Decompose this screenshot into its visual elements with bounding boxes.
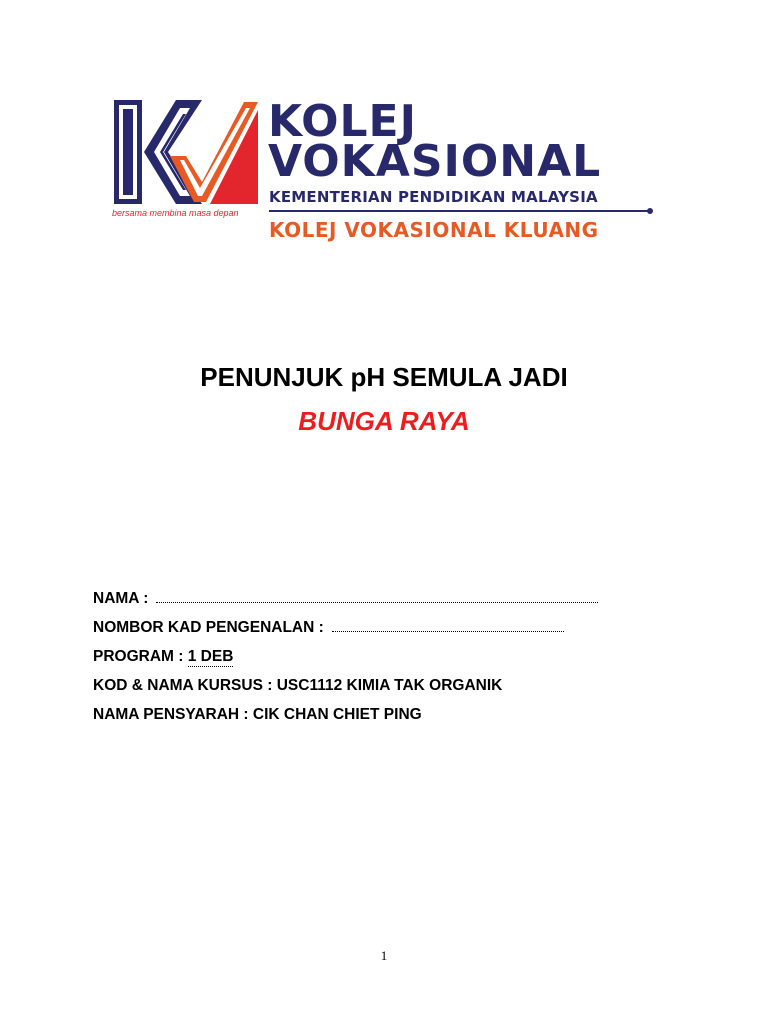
college-logo: [110, 96, 660, 246]
kv-logo-icon: [110, 96, 260, 208]
logo-text-kolej: KOLEJ: [268, 96, 417, 147]
field-lecturer: [93, 706, 613, 735]
field-nama: [93, 590, 613, 619]
logo-divider: [269, 210, 649, 212]
document-title: PENUNJUK pH SEMULA JADI: [200, 362, 568, 392]
field-course: [93, 677, 613, 706]
logo-text-vokasional: VOKASIONAL: [268, 136, 602, 187]
field-program: [93, 648, 613, 677]
student-info-fields: [93, 590, 613, 735]
field-course-label: KOD & NAMA KURSUS :: [93, 677, 273, 694]
field-ic: [93, 619, 613, 648]
logo-ministry-text: KEMENTERIAN PENDIDIKAN MALAYSIA: [269, 188, 598, 206]
field-lecturer-label: NAMA PENSYARAH :: [93, 706, 249, 723]
field-program-label: PROGRAM :: [93, 648, 184, 665]
field-nama-blank[interactable]: [156, 590, 598, 603]
field-ic-label: NOMBOR KAD PENGENALAN :: [93, 619, 324, 636]
logo-school-name: KOLEJ VOKASIONAL KLUANG: [269, 218, 599, 242]
field-course-value: USC1112 KIMIA TAK ORGANIK: [276, 677, 503, 694]
document-subtitle: BUNGA RAYA: [298, 406, 470, 436]
field-lecturer-value: CIK CHAN CHIET PING: [252, 706, 422, 723]
field-nama-label: NAMA :: [93, 590, 149, 607]
field-program-value: 1 DEB: [187, 648, 234, 665]
logo-tagline: bersama membina masa depan: [112, 208, 239, 218]
field-ic-blank[interactable]: [332, 619, 564, 632]
page-number: 1: [380, 948, 388, 963]
